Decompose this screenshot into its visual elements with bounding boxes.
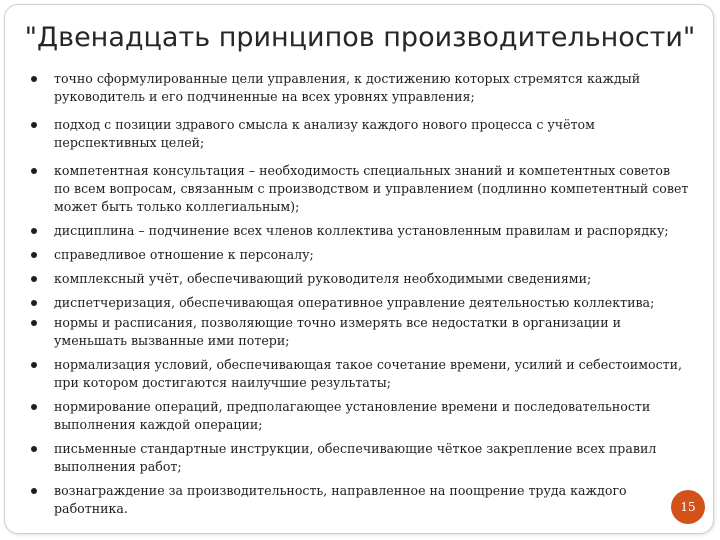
list-item-text: компетентная консультация – необходимость специальных знаний и компетентных советов по всем вопросам, связанным с производством и управлением (подлинно компетентный совет может быть только коллегиальным); [54,163,689,214]
list-item [30,222,690,240]
list-item [30,482,690,518]
list-item [30,294,690,312]
list-item [30,270,690,288]
list-item [30,398,690,434]
slide-title: "Двенадцать принципов производительности" [24,22,696,53]
list-item [30,162,690,216]
list-item-text: вознаграждение за производительность, направленное на поощрение труда каждого работника. [54,483,627,516]
bullet-icon [31,252,37,258]
bullet-icon [31,320,37,326]
bullet-icon [31,228,37,234]
list-item-text: комплексный учёт, обеспечивающий руководителя необходимыми сведениями; [54,271,592,286]
list-item-text: письменные стандартные инструкции, обеспечивающие чёткое закрепление всех правил выполнения работ; [54,441,657,474]
list-item-text: диспетчеризация, обеспечивающая оперативное управление деятельностью коллектива; [54,295,655,310]
list-item [30,314,690,350]
list-item [30,116,690,152]
list-item [30,356,690,392]
list-item [30,440,690,476]
list-item-text: точно сформулированные цели управления, к достижению которых стремятся каждый руководитель и его подчиненные на всех уровнях управления; [54,71,641,104]
principles-list [30,70,690,518]
bullet-icon [31,300,37,306]
list-item [30,246,690,264]
bullet-icon [31,404,37,410]
list-item-text: справедливое отношение к персоналу; [54,247,314,262]
bullet-icon [31,276,37,282]
bullet-icon [31,168,37,174]
list-item [30,70,690,106]
list-item-text: нормы и расписания, позволяющие точно измерять все недостатки в организации и уменьшать вызванные ими потери; [54,315,621,348]
list-item-text: дисциплина – подчинение всех членов коллектива установленным правилам и распорядку; [54,223,669,238]
list-item-text: подход с позиции здравого смысла к анализу каждого нового процесса с учётом перспективных целей; [54,117,595,150]
list-item-text: нормирование операций, предполагающее установление времени и последовательности выполнения каждой операции; [54,399,651,432]
bullet-icon [31,122,37,128]
list-item-text: нормализация условий, обеспечивающая такое сочетание времени, усилий и себестоимости, при котором достигаются наилучшие результаты; [54,357,682,390]
page-number-badge: 15 [671,490,705,524]
bullet-icon [31,362,37,368]
bullet-icon [31,76,37,82]
bullet-icon [31,488,37,494]
bullet-icon [31,446,37,452]
